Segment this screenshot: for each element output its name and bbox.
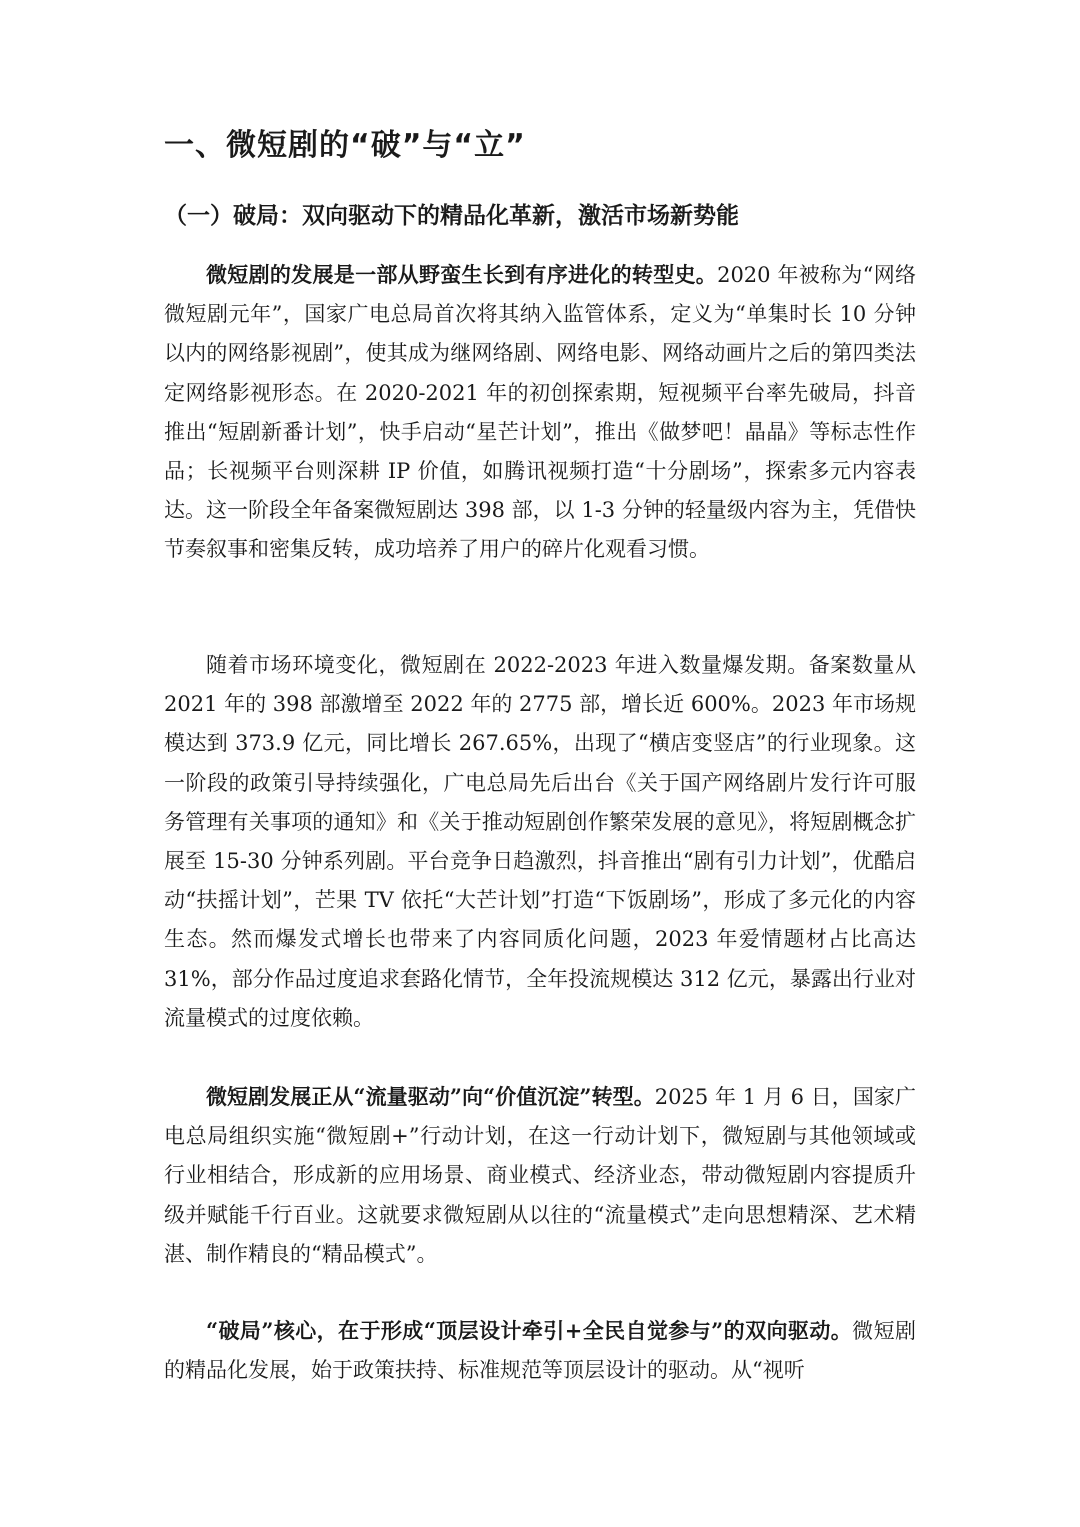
paragraph — [164, 1311, 916, 1390]
paragraph-body: 微短剧的精品化发展，始于政策扶持、标准规范等顶层设计的驱动。从“视听 — [164, 1319, 916, 1383]
paragraph-body: 2025 年 1 月 6 日，国家广电总局组织实施“微短剧+”行动计划，在这一行动计划下，微短剧与其他领域或行业相结合，形成新的应用场景、商业模式、经济业态，带动微短剧内容提质升级并赋能千行百业。这就要求微短剧从以往的“流量模式”走向思想精深、艺术精湛、制作精良的“精品模式”。 — [164, 1085, 916, 1266]
paragraph — [164, 646, 916, 1038]
paragraph-lead: 微短剧发展正从“流量驱动”向“价值沉淀”转型。 — [206, 1084, 655, 1109]
paragraph-body: 2020 年被称为“网络微短剧元年”，国家广电总局首次将其纳入监管体系，定义为“单集时长 10 分钟以内的网络影视剧”，使其成为继网络剧、网络电影、网络动画片之后的第四类法定网络影视形态。在 2020-2021 年的初创探索期，短视频平台率先破局，抖音推出“短剧新番计划”，快手启动“星芒计划”，推出《做梦吧！晶晶》等标志性作品；长视频平台则深耕 IP 价值，如腾讯视频打造“十分剧场”，探索多元内容表达。这一阶段全年备案微短剧达 398 部，以 1-3 分钟的轻量级内容为主，凭借快节奏叙事和密集反转，成功培养了用户的碎片化观看习惯。 — [164, 263, 916, 562]
paragraph-body: 随着市场环境变化，微短剧在 2022-2023 年进入数量爆发期。备案数量从 2021 年的 398 部激增至 2022 年的 2775 部，增长近 600%。2023 年市场规模达到 373.9 亿元，同比增长 267.65%，出现了“横店变竖店”的行业现象。这一阶段的政策引导持续强化，广电总局先后出台《关于国产网络剧片发行许可服务管理有关事项的通知》和《关于推动短剧创作繁荣发展的意见》，将短剧概念扩展至 15-30 分钟系列剧。平台竞争日趋激烈，抖音推出“剧有引力计划”，优酷启动“扶摇计划”，芒果 TV 依托“大芒计划”打造“下饭剧场”，形成了多元化的内容生态。然而爆发式增长也带来了内容同质化问题，2023 年爱情题材占比高达 31%，部分作品过度追求套路化情节，全年投流规模达 312 亿元，暴露出行业对流量模式的过度依赖。 — [164, 653, 916, 1030]
section-heading: 一、微短剧的“破”与“立” — [164, 128, 526, 163]
subsection-heading: （一）破局：双向驱动下的精品化革新，激活市场新势能 — [164, 203, 739, 229]
paragraph — [164, 1077, 916, 1274]
paragraph-lead: 微短剧的发展是一部从野蛮生长到有序进化的转型史。 — [206, 262, 718, 287]
paragraph-lead: “破局”核心，在于形成“顶层设计牵引+全民自觉参与”的双向驱动。 — [206, 1318, 853, 1343]
paragraph — [164, 255, 916, 570]
